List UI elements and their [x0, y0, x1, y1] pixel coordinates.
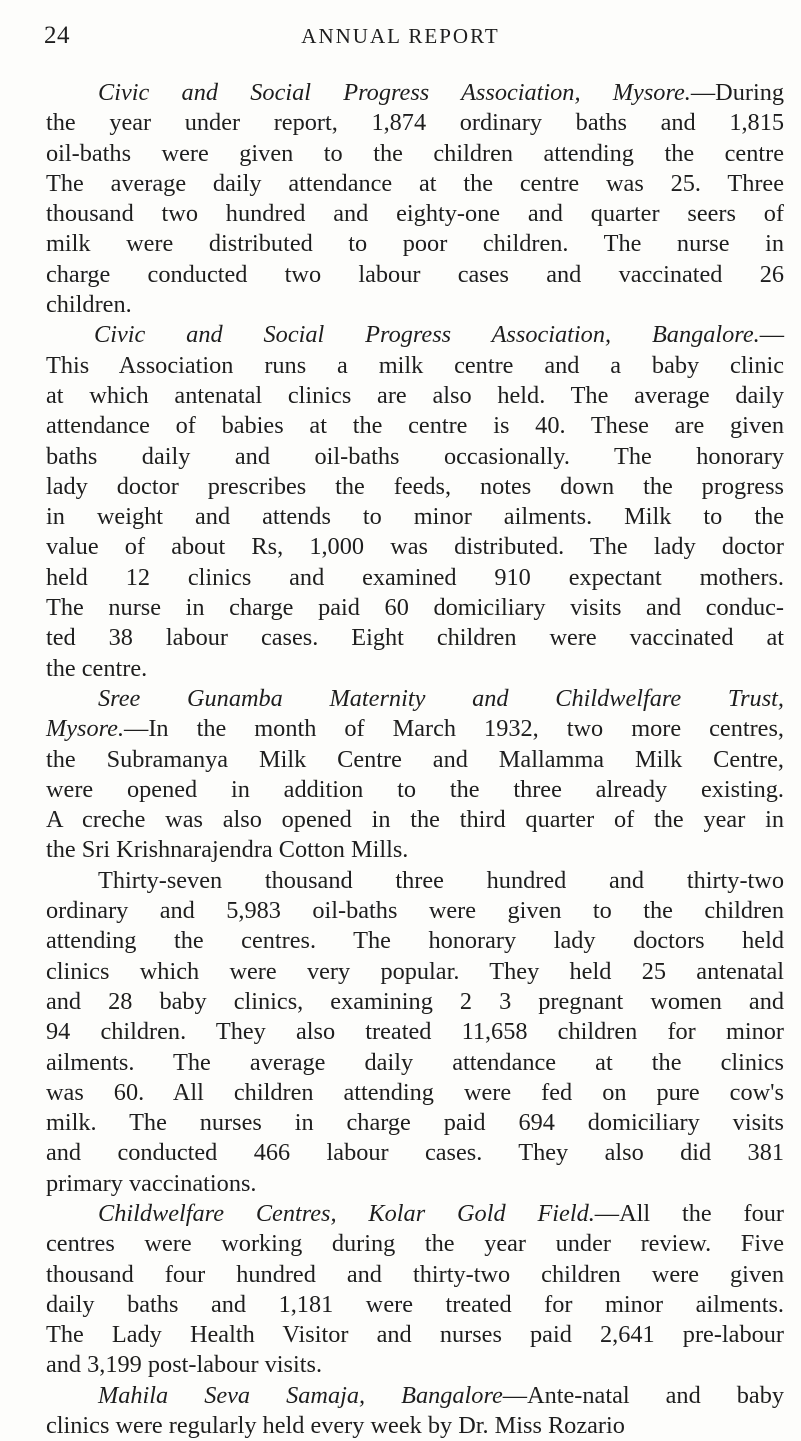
line-text: —In the month of March 1932, two more centres,: [124, 715, 784, 743]
line-text: children.: [46, 291, 132, 319]
line-text: attendance of babies at the centre is 40. These are given: [46, 412, 784, 440]
text-line: [46, 351, 784, 381]
text-line: [46, 593, 784, 623]
line-text: —During: [690, 79, 784, 106]
line-text: The average daily attendance at the centre was 25. Three: [46, 169, 784, 197]
text-line: [46, 381, 784, 411]
italic-heading: Mysore.: [46, 715, 125, 743]
line-text: baths daily and oil-baths occasionally. The honorary: [46, 442, 784, 470]
text-line: [46, 896, 784, 926]
italic-heading: Civic and Social Progress Association, Bangalore.: [94, 321, 760, 349]
line-text: ted 38 labour cases. Eight children were vaccinated at: [46, 624, 784, 652]
paragraph: [46, 320, 784, 684]
line-text: and 3,199 post-labour visits.: [46, 1351, 323, 1379]
line-text: This Association runs a milk centre and a baby clinic: [46, 351, 784, 379]
line-text: centres were working during the year under review. Five: [46, 1230, 784, 1258]
line-text: lady doctor prescribes the feeds, notes down the progress: [46, 472, 784, 500]
text-line: [46, 987, 784, 1017]
line-text: was 60. All children attending were fed on pure cow's: [46, 1078, 784, 1106]
text-line: [46, 805, 784, 835]
text-line: [46, 563, 784, 593]
text-line: [46, 1320, 784, 1350]
line-text: at which antenatal clinics are also held. The average daily: [46, 381, 784, 409]
line-text: primary vaccinations.: [46, 1169, 257, 1197]
line-text: A creche was also opened in the third quarter of the year in: [46, 806, 784, 834]
italic-heading: Civic and Social Progress Association, Mysore.: [98, 79, 691, 106]
line-text: 94 children. They also treated 11,658 children for minor: [46, 1018, 784, 1046]
paragraph: [46, 1199, 784, 1381]
line-text: ailments. The average daily attendance at the clinics: [46, 1048, 784, 1076]
paragraph: [46, 1381, 784, 1441]
text-line: [46, 1169, 784, 1199]
text-line: [46, 260, 784, 290]
line-text: —All the four: [594, 1199, 785, 1227]
text-line: [46, 108, 784, 138]
line-text: daily baths and 1,181 were treated for minor ailments.: [46, 1290, 784, 1318]
text-line: [46, 199, 784, 229]
line-text: Thirty-seven thousand three hundred and thirty-two: [98, 866, 784, 894]
italic-heading: Sree Gunamba Maternity and Childwelfare Trust,: [98, 684, 784, 712]
page-number: 24: [44, 22, 70, 49]
text-line: [46, 1260, 784, 1290]
line-text: thousand two hundred and eighty-one and quarter seers of: [46, 200, 784, 228]
text-line: [46, 1350, 784, 1380]
text-line: [46, 502, 784, 532]
text-line: [46, 320, 784, 350]
line-text: thousand four hundred and thirty-two children were given: [46, 1260, 784, 1288]
body-text: [46, 78, 784, 1441]
text-line: [46, 835, 784, 865]
paragraph: [46, 78, 784, 320]
text-line: [46, 623, 784, 653]
line-text: the centre.: [46, 654, 148, 682]
text-line: [46, 1048, 784, 1078]
line-text: —: [759, 321, 784, 349]
text-line: [46, 1078, 784, 1108]
text-line: [46, 1138, 784, 1168]
line-text: value of about Rs, 1,000 was distributed. The lady doctor: [46, 533, 784, 561]
line-text: clinics were regularly held every week by Dr. Miss Rozario: [46, 1412, 625, 1440]
text-line: [46, 411, 784, 441]
italic-heading: Mahila Seva Samaja, Bangalore: [98, 1381, 503, 1409]
text-line: [46, 290, 784, 320]
text-line: [46, 1199, 784, 1229]
page-header: [0, 22, 801, 58]
paragraph: [46, 866, 784, 1199]
text-line: [46, 78, 784, 108]
line-text: charge conducted two labour cases and vaccinated 26: [46, 260, 784, 288]
text-line: [46, 1290, 784, 1320]
text-line: [46, 139, 784, 169]
line-text: the Sri Krishnarajendra Cotton Mills.: [46, 836, 409, 864]
line-text: ordinary and 5,983 oil-baths were given to the children: [46, 897, 784, 925]
text-line: [46, 442, 784, 472]
text-line: [46, 684, 784, 714]
line-text: in weight and attends to minor ailments. Milk to the: [46, 503, 784, 531]
line-text: milk were distributed to poor children. The nurse in: [46, 230, 784, 258]
text-line: [46, 654, 784, 684]
text-line: [46, 957, 784, 987]
text-line: [46, 472, 784, 502]
text-line: [46, 775, 784, 805]
text-line: [46, 926, 784, 956]
text-line: [46, 532, 784, 562]
line-text: clinics which were very popular. They held 25 antenatal: [46, 957, 784, 985]
line-text: The nurse in charge paid 60 domiciliary visits and conduc-: [46, 594, 784, 622]
text-line: [46, 1381, 784, 1411]
text-line: [46, 745, 784, 775]
running-head: ANNUAL REPORT: [301, 24, 500, 48]
text-line: [46, 1017, 784, 1047]
line-text: milk. The nurses in charge paid 694 domiciliary visits: [46, 1109, 784, 1137]
text-line: [46, 866, 784, 896]
line-text: the Subramanya Milk Centre and Mallamma Milk Centre,: [46, 745, 784, 773]
text-line: [46, 229, 784, 259]
text-line: [46, 1229, 784, 1259]
line-text: oil-baths were given to the children attending the centre: [46, 139, 784, 167]
line-text: and conducted 466 labour cases. They also did 381: [46, 1139, 784, 1167]
line-text: —Ante-natal and baby: [502, 1381, 784, 1409]
paragraph: [46, 684, 784, 866]
italic-heading: Childwelfare Centres, Kolar Gold Field.: [98, 1199, 595, 1227]
line-text: and 28 baby clinics, examining 2 3 pregnant women and: [46, 987, 784, 1015]
line-text: the year under report, 1,874 ordinary baths and 1,815: [46, 109, 784, 137]
line-text: The Lady Health Visitor and nurses paid 2,641 pre-labour: [46, 1321, 784, 1349]
line-text: held 12 clinics and examined 910 expectant mothers.: [46, 563, 784, 591]
line-text: were opened in addition to the three already existing.: [46, 775, 784, 803]
text-line: [46, 1411, 784, 1441]
line-text: attending the centres. The honorary lady doctors held: [46, 927, 784, 955]
text-line: [46, 1108, 784, 1138]
text-line: [46, 169, 784, 199]
text-line: [46, 714, 784, 744]
